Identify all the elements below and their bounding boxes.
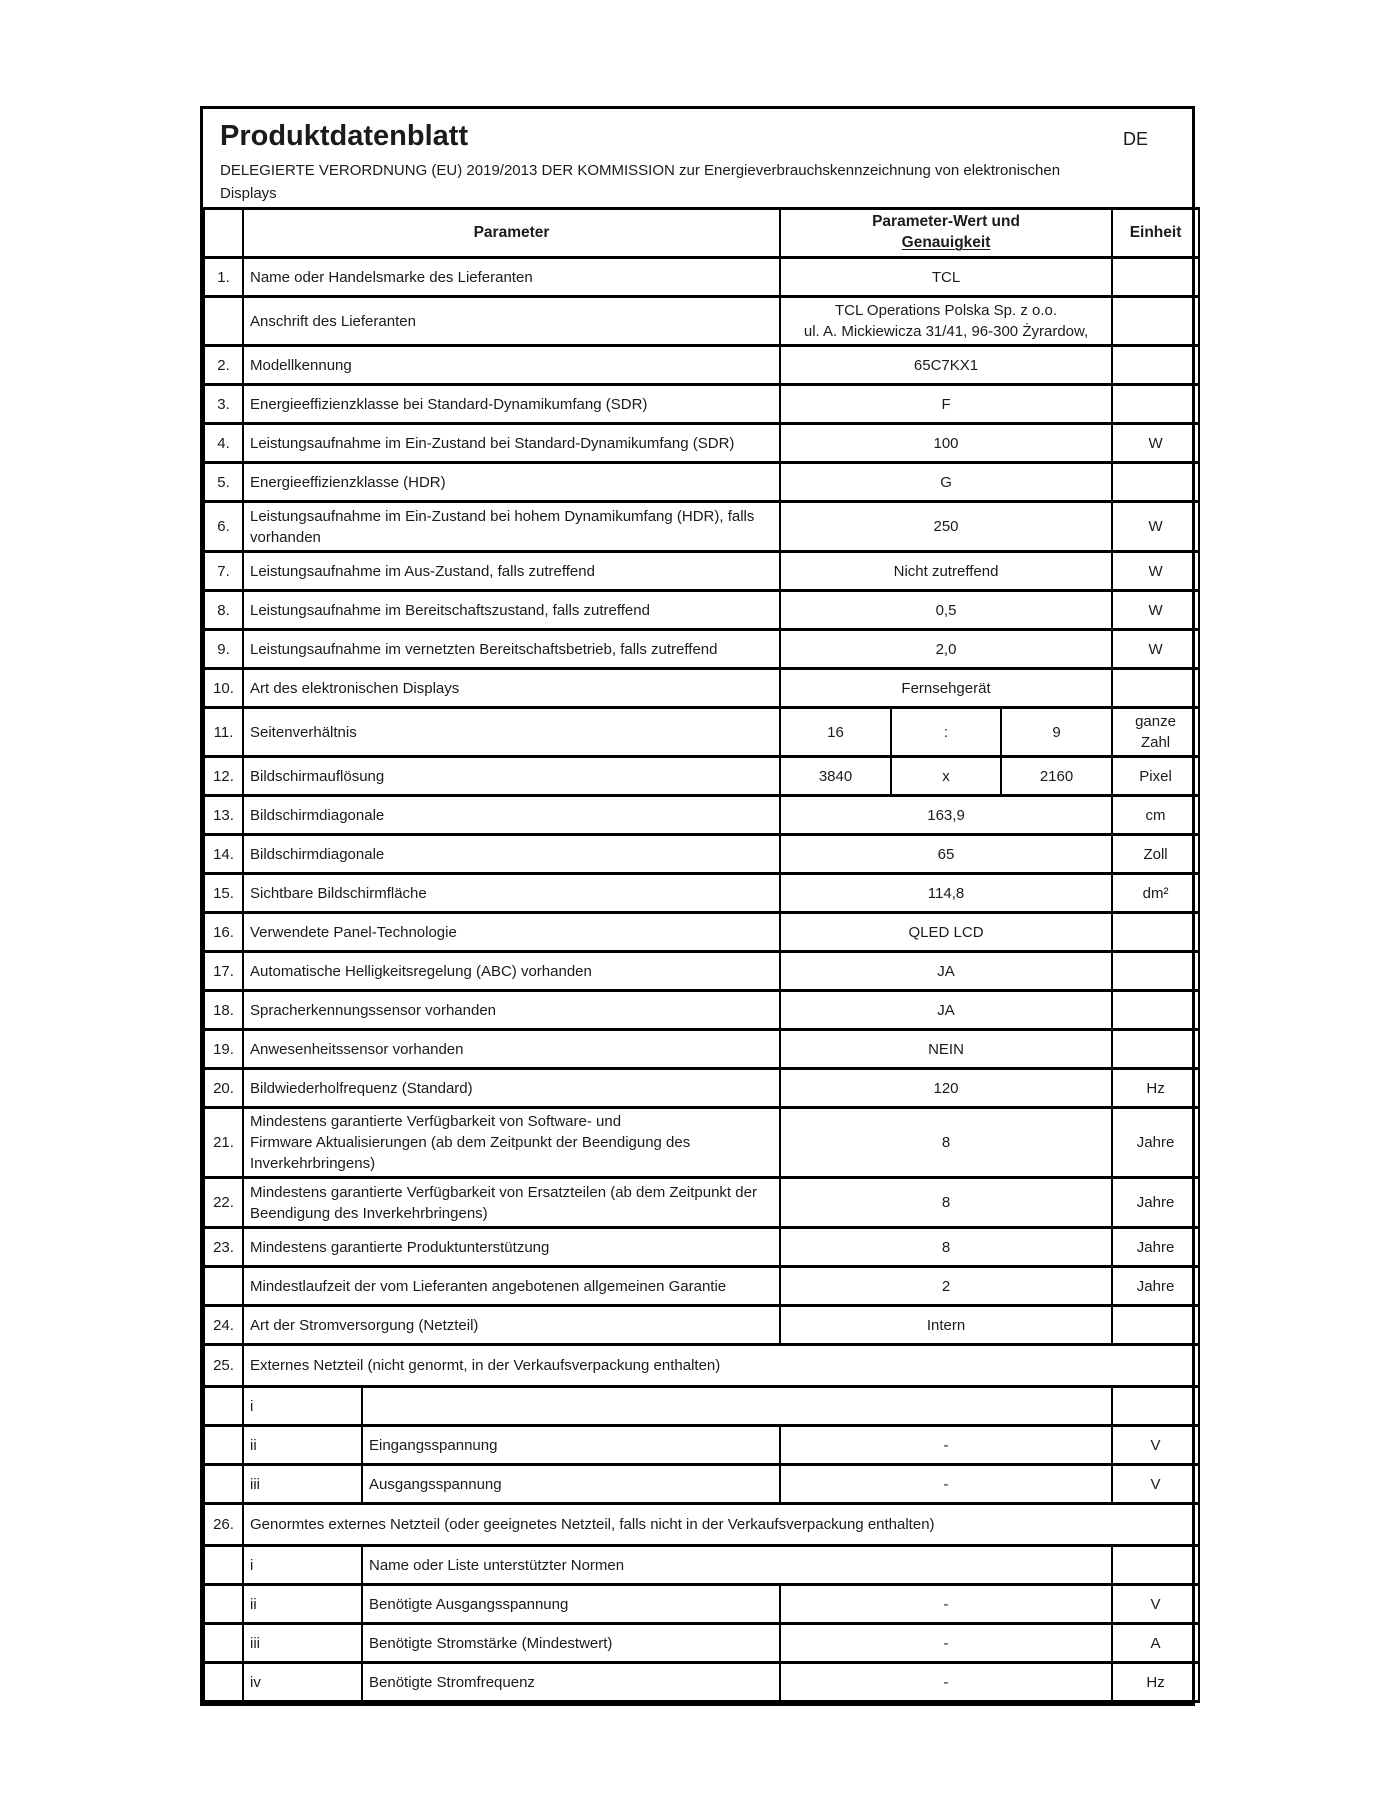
row-number: 3.: [204, 385, 243, 424]
row-value: 2,0: [780, 630, 1112, 669]
table-row: [204, 669, 1199, 708]
col-header-value-line2: Genauigkeit: [901, 234, 991, 252]
row-unit: [1112, 1030, 1199, 1069]
row-parameter: Anwesenheitssensor vorhanden: [243, 1030, 780, 1069]
row-unit: [1112, 1306, 1199, 1345]
row-value: 8: [780, 1178, 1112, 1228]
datasheet-table: [203, 207, 1200, 1703]
row-value-separator: x: [891, 757, 1001, 796]
row-unit: [1112, 669, 1199, 708]
row-unit: [1112, 258, 1199, 297]
datasheet-document: [200, 106, 1195, 1706]
row-number: 11.: [204, 708, 243, 757]
row-parameter: Leistungsaufnahme im Bereitschaftszustand, falls zutreffend: [243, 591, 780, 630]
row-unit: A: [1112, 1624, 1199, 1663]
row-unit: [1112, 1387, 1199, 1426]
row-unit: Pixel: [1112, 757, 1199, 796]
row-unit: V: [1112, 1465, 1199, 1504]
table-row: [204, 1030, 1199, 1069]
row-parameter: Anschrift des Lieferanten: [243, 297, 780, 346]
row-number: [204, 1465, 243, 1504]
row-parameter: Automatische Helligkeitsregelung (ABC) vorhanden: [243, 952, 780, 991]
row-unit: W: [1112, 591, 1199, 630]
row-parameter: Mindestlaufzeit der vom Lieferanten angebotenen allgemeinen Garantie: [243, 1267, 780, 1306]
row-value: -: [780, 1624, 1112, 1663]
cell-text-line: vorhanden: [250, 528, 321, 546]
row-value-line1: TCL Operations Polska Sp. z o.o.: [834, 302, 1058, 320]
row-number: 2.: [204, 346, 243, 385]
header-number-cell: [204, 209, 243, 258]
row-number: 16.: [204, 913, 243, 952]
row-parameter: Modellkennung: [243, 346, 780, 385]
row-number: 21.: [204, 1108, 243, 1178]
row-number: 1.: [204, 258, 243, 297]
table-row: [204, 796, 1199, 835]
row-parameter: Art der Stromversorgung (Netzteil): [243, 1306, 780, 1345]
row-parameter: Art des elektronischen Displays: [243, 669, 780, 708]
row-number: 14.: [204, 835, 243, 874]
table-row: [204, 835, 1199, 874]
table-row: [204, 1504, 1199, 1546]
subtitle-line-1: DELEGIERTE VERORDNUNG (EU) 2019/2013 DER KOMMISSION zur Energieverbrauchskennzeichnung von elektronischen: [220, 161, 1061, 179]
language-tag: DE: [1122, 129, 1148, 149]
row-parameter: Mindestens garantierte Produktunterstützung: [243, 1228, 780, 1267]
row-unit: [1112, 297, 1199, 346]
cell-text-line: Inverkehrbringens): [250, 1155, 376, 1173]
row-number: 15.: [204, 874, 243, 913]
document-subtitle: [220, 159, 1148, 206]
row-number: 24.: [204, 1306, 243, 1345]
sub-row-index: ii: [243, 1585, 362, 1624]
row-unit: [1112, 952, 1199, 991]
row-value: 120: [780, 1069, 1112, 1108]
row-unit: Jahre: [1112, 1228, 1199, 1267]
row-unit: W: [1112, 630, 1199, 669]
table-row: [204, 1069, 1199, 1108]
row-number: 26.: [204, 1504, 243, 1546]
cell-text-line: Mindestens garantierte Verfügbarkeit von Ersatzteilen (ab dem Zeitpunkt der: [250, 1183, 757, 1201]
row-unit: Jahre: [1112, 1108, 1199, 1178]
table-row: [204, 630, 1199, 669]
row-number: 23.: [204, 1228, 243, 1267]
table-row: [204, 952, 1199, 991]
row-number: [204, 297, 243, 346]
row-value-part1: 16: [780, 708, 891, 757]
row-unit: Jahre: [1112, 1178, 1199, 1228]
row-number: 4.: [204, 424, 243, 463]
table-row: [204, 1267, 1199, 1306]
sub-row-parameter: Benötigte Ausgangsspannung: [362, 1585, 780, 1624]
sub-row-parameter: Benötigte Stromfrequenz: [362, 1663, 780, 1702]
row-unit: Zoll: [1112, 835, 1199, 874]
row-parameter: Bildwiederholfrequenz (Standard): [243, 1069, 780, 1108]
table-row: [204, 424, 1199, 463]
row-parameter: Verwendete Panel-Technologie: [243, 913, 780, 952]
row-value: [780, 297, 1112, 346]
page-title: Produktdatenblatt: [220, 120, 469, 152]
row-number: 7.: [204, 552, 243, 591]
sub-row-index: iii: [243, 1465, 362, 1504]
row-number: [204, 1267, 243, 1306]
row-value: 100: [780, 424, 1112, 463]
row-value: Intern: [780, 1306, 1112, 1345]
row-parameter: Bildschirmauflösung: [243, 757, 780, 796]
row-number: [204, 1546, 243, 1585]
row-value: G: [780, 463, 1112, 502]
row-number: 6.: [204, 502, 243, 552]
row-unit: Hz: [1112, 1069, 1199, 1108]
row-value: QLED LCD: [780, 913, 1112, 952]
row-number: 25.: [204, 1345, 243, 1387]
row-value: F: [780, 385, 1112, 424]
col-header-value: [780, 209, 1112, 258]
sub-row-index: iii: [243, 1624, 362, 1663]
sub-row-parameter: Ausgangsspannung: [362, 1465, 780, 1504]
sub-row-parameter: [362, 1387, 1112, 1426]
row-unit: ganze Zahl: [1112, 708, 1199, 757]
table-row: [204, 1178, 1199, 1228]
row-parameter: Energieeffizienzklasse (HDR): [243, 463, 780, 502]
row-value-part2: 9: [1001, 708, 1112, 757]
row-unit: Jahre: [1112, 1267, 1199, 1306]
section-label: Genormtes externes Netzteil (oder geeignetes Netzteil, falls nicht in der Verkaufsverpackung enthalten): [243, 1504, 1199, 1546]
row-value: JA: [780, 991, 1112, 1030]
table-row: [204, 385, 1199, 424]
row-value: 8: [780, 1228, 1112, 1267]
cell-text-line: Mindestens garantierte Verfügbarkeit von Software- und: [250, 1113, 622, 1131]
row-value: Fernsehgerät: [780, 669, 1112, 708]
row-unit: Hz: [1112, 1663, 1199, 1702]
row-value: 0,5: [780, 591, 1112, 630]
row-value-part1: 3840: [780, 757, 891, 796]
row-unit: W: [1112, 552, 1199, 591]
sub-row-index: i: [243, 1387, 362, 1426]
table-row: [204, 874, 1199, 913]
table-row: [204, 1228, 1199, 1267]
row-unit: [1112, 385, 1199, 424]
row-number: 9.: [204, 630, 243, 669]
table-row: [204, 913, 1199, 952]
table-row: [204, 1465, 1199, 1504]
row-unit: W: [1112, 502, 1199, 552]
table-row: [204, 502, 1199, 552]
row-unit: [1112, 991, 1199, 1030]
row-value: 250: [780, 502, 1112, 552]
row-unit: W: [1112, 424, 1199, 463]
row-parameter: [243, 1108, 780, 1178]
row-value: TCL: [780, 258, 1112, 297]
table-row: [204, 1387, 1199, 1426]
table-row: [204, 1306, 1199, 1345]
table-row: [204, 1108, 1199, 1178]
row-number: [204, 1624, 243, 1663]
row-value: 65: [780, 835, 1112, 874]
row-value: 65C7KX1: [780, 346, 1112, 385]
table-row: [204, 1345, 1199, 1387]
row-parameter: Leistungsaufnahme im Ein-Zustand bei Standard-Dynamikumfang (SDR): [243, 424, 780, 463]
table-row: [204, 1585, 1199, 1624]
table-row: [204, 1426, 1199, 1465]
row-number: [204, 1585, 243, 1624]
row-number: 12.: [204, 757, 243, 796]
row-parameter: Bildschirmdiagonale: [243, 835, 780, 874]
row-number: [204, 1663, 243, 1702]
row-number: 13.: [204, 796, 243, 835]
table-row: [204, 991, 1199, 1030]
table-row: [204, 1546, 1199, 1585]
row-number: 10.: [204, 669, 243, 708]
row-value: -: [780, 1426, 1112, 1465]
row-value: JA: [780, 952, 1112, 991]
row-value: -: [780, 1465, 1112, 1504]
table-row: [204, 708, 1199, 757]
row-number: 20.: [204, 1069, 243, 1108]
row-value: NEIN: [780, 1030, 1112, 1069]
table-row: [204, 258, 1199, 297]
datasheet-table-body: [204, 209, 1199, 1702]
sub-row-index: ii: [243, 1426, 362, 1465]
document-header: [203, 109, 1192, 207]
row-value-part2: 2160: [1001, 757, 1112, 796]
row-number: 17.: [204, 952, 243, 991]
table-row: [204, 346, 1199, 385]
row-parameter: [243, 502, 780, 552]
row-unit: [1112, 346, 1199, 385]
col-header-value-line1: Parameter-Wert und: [872, 213, 1020, 231]
row-value-line2: ul. A. Mickiewicza 31/41, 96-300 Żyrardow,: [803, 323, 1089, 341]
col-header-unit: Einheit: [1112, 209, 1199, 258]
table-row: [204, 552, 1199, 591]
row-value: 114,8: [780, 874, 1112, 913]
row-parameter: Spracherkennungssensor vorhanden: [243, 991, 780, 1030]
row-unit: V: [1112, 1426, 1199, 1465]
row-value: -: [780, 1585, 1112, 1624]
row-value: Nicht zutreffend: [780, 552, 1112, 591]
row-number: [204, 1426, 243, 1465]
row-parameter: Leistungsaufnahme im Aus-Zustand, falls zutreffend: [243, 552, 780, 591]
row-parameter: Energieeffizienzklasse bei Standard-Dynamikumfang (SDR): [243, 385, 780, 424]
table-row: [204, 591, 1199, 630]
section-label: Externes Netzteil (nicht genormt, in der Verkaufsverpackung enthalten): [243, 1345, 1199, 1387]
row-value: 163,9: [780, 796, 1112, 835]
table-row: [204, 463, 1199, 502]
row-value: 8: [780, 1108, 1112, 1178]
table-header-row: [204, 209, 1199, 258]
table-row: [204, 297, 1199, 346]
row-number: 5.: [204, 463, 243, 502]
row-value-separator: :: [891, 708, 1001, 757]
row-unit: cm: [1112, 796, 1199, 835]
cell-text-line: Leistungsaufnahme im Ein-Zustand bei hohem Dynamikumfang (HDR), falls: [250, 507, 755, 525]
subtitle-line-2: Displays: [220, 185, 277, 203]
row-value: -: [780, 1663, 1112, 1702]
row-unit: V: [1112, 1585, 1199, 1624]
cell-text-line: Firmware Aktualisierungen (ab dem Zeitpunkt der Beendigung des: [250, 1134, 691, 1152]
row-parameter: Seitenverhältnis: [243, 708, 780, 757]
row-parameter: Leistungsaufnahme im vernetzten Bereitschaftsbetrieb, falls zutreffend: [243, 630, 780, 669]
sub-row-parameter: Name oder Liste unterstützter Normen: [362, 1546, 1112, 1585]
table-row: [204, 1624, 1199, 1663]
row-unit: [1112, 1546, 1199, 1585]
row-number: 22.: [204, 1178, 243, 1228]
row-number: 18.: [204, 991, 243, 1030]
sub-row-parameter: Eingangsspannung: [362, 1426, 780, 1465]
cell-text-line: Beendigung des Inverkehrbringens): [250, 1204, 488, 1222]
row-unit: [1112, 913, 1199, 952]
row-parameter: Name oder Handelsmarke des Lieferanten: [243, 258, 780, 297]
row-parameter: Sichtbare Bildschirmfläche: [243, 874, 780, 913]
row-number: 19.: [204, 1030, 243, 1069]
row-parameter: Bildschirmdiagonale: [243, 796, 780, 835]
row-value: 2: [780, 1267, 1112, 1306]
table-row: [204, 757, 1199, 796]
row-unit: dm²: [1112, 874, 1199, 913]
row-number: [204, 1387, 243, 1426]
table-row: [204, 1663, 1199, 1702]
sub-row-index: i: [243, 1546, 362, 1585]
row-number: 8.: [204, 591, 243, 630]
sub-row-index: iv: [243, 1663, 362, 1702]
row-unit: [1112, 463, 1199, 502]
col-header-parameter: Parameter: [243, 209, 780, 258]
sub-row-parameter: Benötigte Stromstärke (Mindestwert): [362, 1624, 780, 1663]
row-parameter: [243, 1178, 780, 1228]
